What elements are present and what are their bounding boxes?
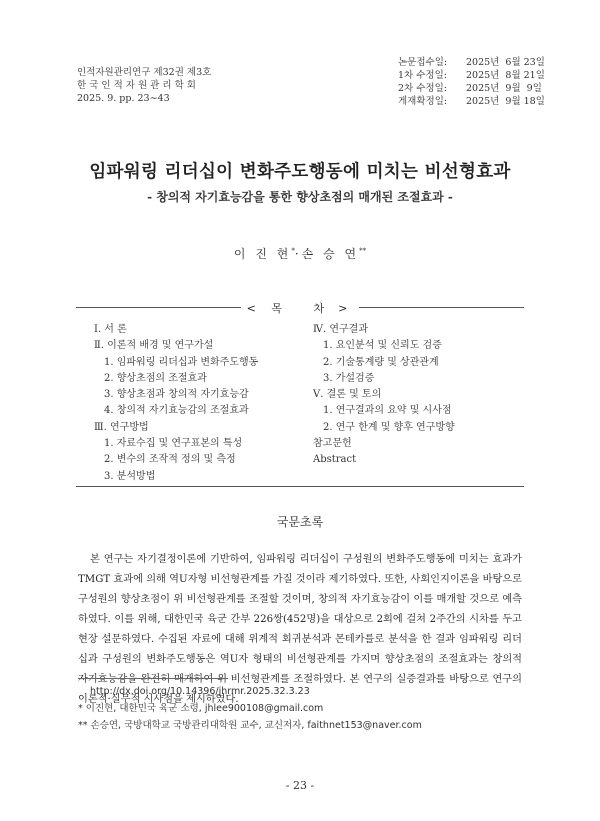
submission-dates <box>398 56 545 108</box>
toc-item: Abstract <box>313 454 357 466</box>
footnote-author-2: ** 손승연, 국방대학교 국방관리대학원 교수, 교신저자, faithnet153@naver.com <box>78 720 422 731</box>
date-value: 2025년 6월 23일 <box>466 57 545 68</box>
toc-item: 참고문헌 <box>313 438 352 450</box>
author-separator: · <box>294 247 302 261</box>
toc-item: Ⅴ. 결론 및 토의 <box>313 389 382 401</box>
toc-item: 3. 향상초점과 창의적 자기효능감 <box>104 389 249 401</box>
toc-item: 2. 향상초점의 조절효과 <box>104 372 207 384</box>
paper-subtitle: - 창의적 자기효능감을 통한 향상초점의 매개된 조절효과 - <box>147 190 453 204</box>
toc-item: 1. 연구결과의 요약 및 시사점 <box>323 405 452 417</box>
toc-item: Ⅳ. 연구결과 <box>313 324 368 335</box>
toc-right-column <box>313 322 455 469</box>
abstract-heading: 국문초록 <box>276 515 324 529</box>
date-row <box>398 69 545 82</box>
toc-item: Ⅰ. 서 론 <box>94 324 127 335</box>
toc-left-column <box>94 322 258 485</box>
paper-title: 임파워링 리더십이 변화주도행동에 미치는 비선형효과 <box>89 162 511 182</box>
date-label: 2차 수정일: <box>398 83 447 94</box>
journal-name: 인적자원관리연구 제32권 제3호 <box>77 67 212 78</box>
journal-info <box>77 66 211 105</box>
toc-heading-text: 목 차 <box>271 302 339 315</box>
toc-item: Ⅲ. 연구방법 <box>94 421 149 433</box>
society-name: 한 국 인 적 자 원 관 리 학 회 <box>77 80 196 91</box>
author-1-mark: * <box>291 247 295 255</box>
toc-item: 1. 요인분석 및 신뢰도 검증 <box>323 340 442 352</box>
toc-item: 1. 임파워링 리더십과 변화주도행동 <box>104 356 259 368</box>
page-number: - 23 - <box>285 779 315 792</box>
toc-item: 3. 분석방법 <box>104 470 156 482</box>
toc-heading: < 목 차> <box>76 300 524 316</box>
toc-item: 2. 변수의 조작적 정의 및 측정 <box>104 454 236 466</box>
toc-item: 1. 자료수집 및 연구표본의 특성 <box>104 438 243 450</box>
date-row <box>398 82 545 95</box>
author-1: 이 진 현 <box>233 247 292 261</box>
toc-item: 4. 창의적 자기효능감의 조절효과 <box>104 405 249 417</box>
date-value: 2025년 9월 9일 <box>466 83 542 94</box>
date-value: 2025년 9월 18일 <box>466 96 545 107</box>
toc-item: 2. 연구 한계 및 향후 연구방향 <box>323 421 455 433</box>
date-label: 1차 수정일: <box>398 70 447 81</box>
date-row <box>398 95 545 108</box>
date-value: 2025년 8월 21일 <box>466 70 545 81</box>
author-2-mark: ** <box>359 247 367 255</box>
author-2: 손 승 연 <box>301 247 360 261</box>
footnote-author-1: * 이진현, 대한민국 육군 소령, jhlee900108@gmail.com <box>78 703 324 714</box>
table-of-contents <box>76 302 524 487</box>
abstract-body: 본 연구는 자기결정이론에 기반하여, 임파워링 리더십이 구성원의 변화주도행동에 미치는 효과가 TMGT 효과에 의해 역U자형 비선형관계를 가질 것이라 제기하였다. 또한, 사회인지이론을 바탕으로 구성원의 향상초점이 위 비선형관계를 조절할 것이며, 창의적 자기효능감이 이를 매개할 것으로 예측하였다. 이를 위해, 대한민국 육군 간부 226쌍(452명)을 대상으로 2회에 걸쳐 2주간의 시차를 두고 현장 설문하였다. 수집된 자료에 대해 위계적 회귀분석과 몬테카를로 분석을 한 결과 임파워링 리더십과 구성원의 변화주도행동은 역U자 형태의 비선형관계를 가지며 향상초점의 조절효과는 창의적 자기효능감을 완전히 매개하여 위 비선형관계를 조절하였다. 본 연구의 실증결과를 바탕으로 연구의 이론적·실무적 시사점을 제시하였다. <box>78 554 522 705</box>
toc-item: 3. 가설검증 <box>323 372 375 384</box>
footnote-divider <box>78 678 228 679</box>
authors <box>0 245 600 262</box>
journal-pages: 2025. 9. pp. 23∼43 <box>77 93 170 104</box>
toc-item: 2. 기술통계량 및 상관관계 <box>323 356 439 368</box>
toc-item: Ⅱ. 이론적 배경 및 연구가설 <box>94 340 214 352</box>
footnotes <box>78 683 422 734</box>
doi-link[interactable]: http://dx.doi.org/10.14396/jhrmr.2025.32.3.23 <box>90 686 310 697</box>
date-label: 논문접수일: <box>398 57 448 68</box>
date-label: 게재확정일: <box>398 96 448 107</box>
date-row <box>398 56 545 69</box>
